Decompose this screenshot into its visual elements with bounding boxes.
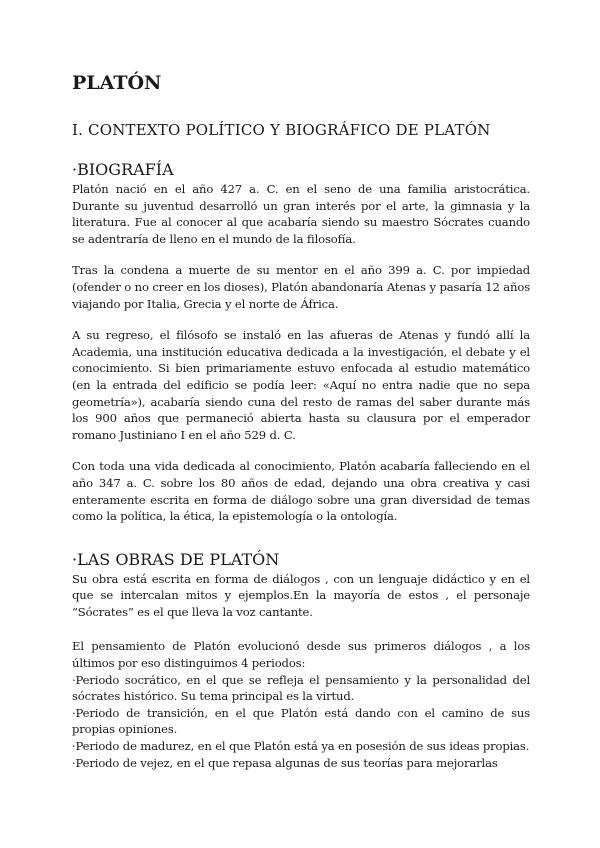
- biografia-paragraph-1: Platón nació en el año 427 a. C. en el seno de una familia aristocrática. Durante su juventud desarrolló un gran interés por el arte, la gimnasia y la literatura. Fue al conocer al que acabaría siendo su maestro Sócrates cuando se adentraría de lleno en el mundo de la filosofía.: [72, 182, 530, 246]
- obras-period-3: ·Periodo de madurez, en el que Platón está ya en posesión de sus ideas propias.: [72, 739, 530, 754]
- obras-period-4: ·Periodo de vejez, en el que repasa algunas de sus teorías para mejorarlas: [72, 755, 498, 770]
- obras-heading: ·LAS OBRAS DE PLATÓN: [72, 549, 280, 569]
- obras-period-1: ·Periodo socrático, en el que se refleja el pensamiento y la personalidad del sócrates histórico. Su tema principal es la virtud.: [72, 672, 530, 704]
- section-title: I. CONTEXTO POLÍTICO Y BIOGRÁFICO DE PLATÓN: [72, 121, 491, 139]
- biografia-paragraph-3: A su regreso, el filósofo se instaló en las afueras de Atenas y fundó allí la Academia, una institución educativa dedicada a la investigación, el debate y el conocimiento. Si bien primariamente estuvo enfocada al estudio matemático (en la entrada del edificio se podía leer: «Aquí no entra nadie que no sepa geometría»), acabaría siendo cuna del resto de ramas del saber durante más los 900 años que permaneció abierta hasta su clausura por el emperador romano Justiniano I en el año 529 d. C.: [72, 328, 530, 442]
- biografia-paragraph-4: Con toda una vida dedicada al conocimiento, Platón acabaría falleciendo en el año 347 a. C. sobre los 80 años de edad, dejando una obra creativa y casi enteramente escrita en forma de diálogo sobre una gran diversidad de temas como la política, la ética, la epistemología o la ontología.: [72, 459, 530, 524]
- biografia-heading: ·BIOGRAFÍA: [72, 160, 174, 179]
- document-content: [72, 68, 530, 771]
- biografia-paragraph-2: Tras la condena a muerte de su mentor en el año 399 a. C. por impiedad (ofender o no creer en los dioses), Platón abandonaría Atenas y pasaría 12 años viajando por Italia, Grecia y el norte de África.: [72, 263, 530, 311]
- obras-paragraph-1: Su obra está escrita en forma de diálogos , con un lenguaje didáctico y en el que se intercalan mitos y ejemplos.En la mayoría de estos , el personaje “Sócrates” es el que lleva la voz cantante.: [72, 571, 530, 619]
- obras-paragraph-2: El pensamiento de Platón evolucionó desde sus primeros diálogos , a los últimos por eso distinguimos 4 periodos:: [72, 639, 530, 671]
- document-title: PLATÓN: [72, 72, 162, 94]
- obras-period-2: ·Periodo de transición, en el que Platón está dando con el camino de sus propias opiniones.: [72, 705, 530, 737]
